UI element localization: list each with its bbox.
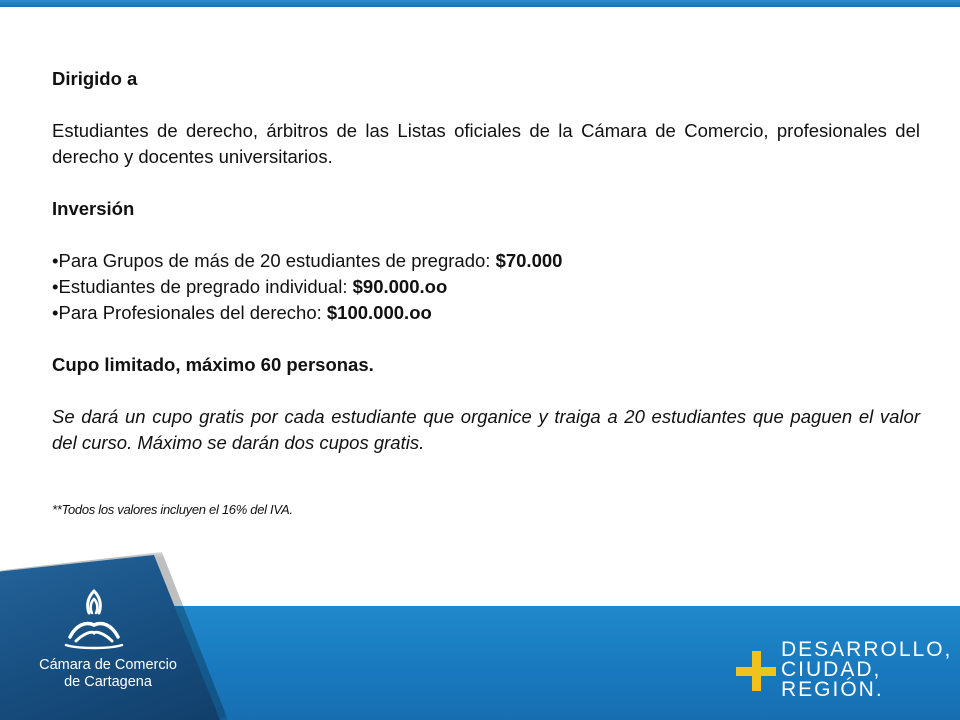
price-amount: $70.000 [495, 250, 563, 271]
slide-content [52, 66, 920, 518]
inversion-heading: Inversión [52, 198, 135, 219]
price-amount: $100.000.oo [326, 302, 432, 323]
dirigido-text: Estudiantes de derecho, árbitros de las Listas oficiales de la Cámara de Comercio, profesionales del derecho y docentes universitarios. [52, 120, 920, 167]
logo-text [28, 657, 188, 691]
cupo-text: Cupo limitado, máximo 60 personas. [52, 354, 374, 375]
camara-logo-icon [58, 585, 130, 657]
price-item: •Estudiantes de pregrado individual: $90.000.oo [52, 276, 448, 297]
dirigido-heading: Dirigido a [52, 68, 138, 89]
price-item: •Para Grupos de más de 20 estudiantes de pregrado: $70.000 [52, 250, 563, 271]
gratis-text: Se dará un cupo gratis por cada estudiante que organice y traiga a 20 estudiantes que paguen el valor del curso. Máximo se darán dos cupos gratis. [52, 406, 920, 453]
logo-line-2: de Cartagena [64, 674, 152, 690]
price-amount: $90.000.oo [352, 276, 448, 297]
slogan-line-2: CIUDAD, [781, 658, 882, 681]
slogan [781, 640, 952, 700]
top-accent-bar [0, 0, 960, 7]
logo-line-1: Cámara de Comercio [39, 657, 177, 673]
price-item: •Para Profesionales del derecho: $100.000.oo [52, 302, 432, 323]
slogan-line-1: DESARROLLO, [781, 638, 953, 661]
plus-icon [736, 651, 776, 691]
slogan-line-3: REGIÓN. [781, 678, 884, 701]
iva-note: **Todos los valores incluyen el 16% del IVA. [52, 502, 293, 517]
